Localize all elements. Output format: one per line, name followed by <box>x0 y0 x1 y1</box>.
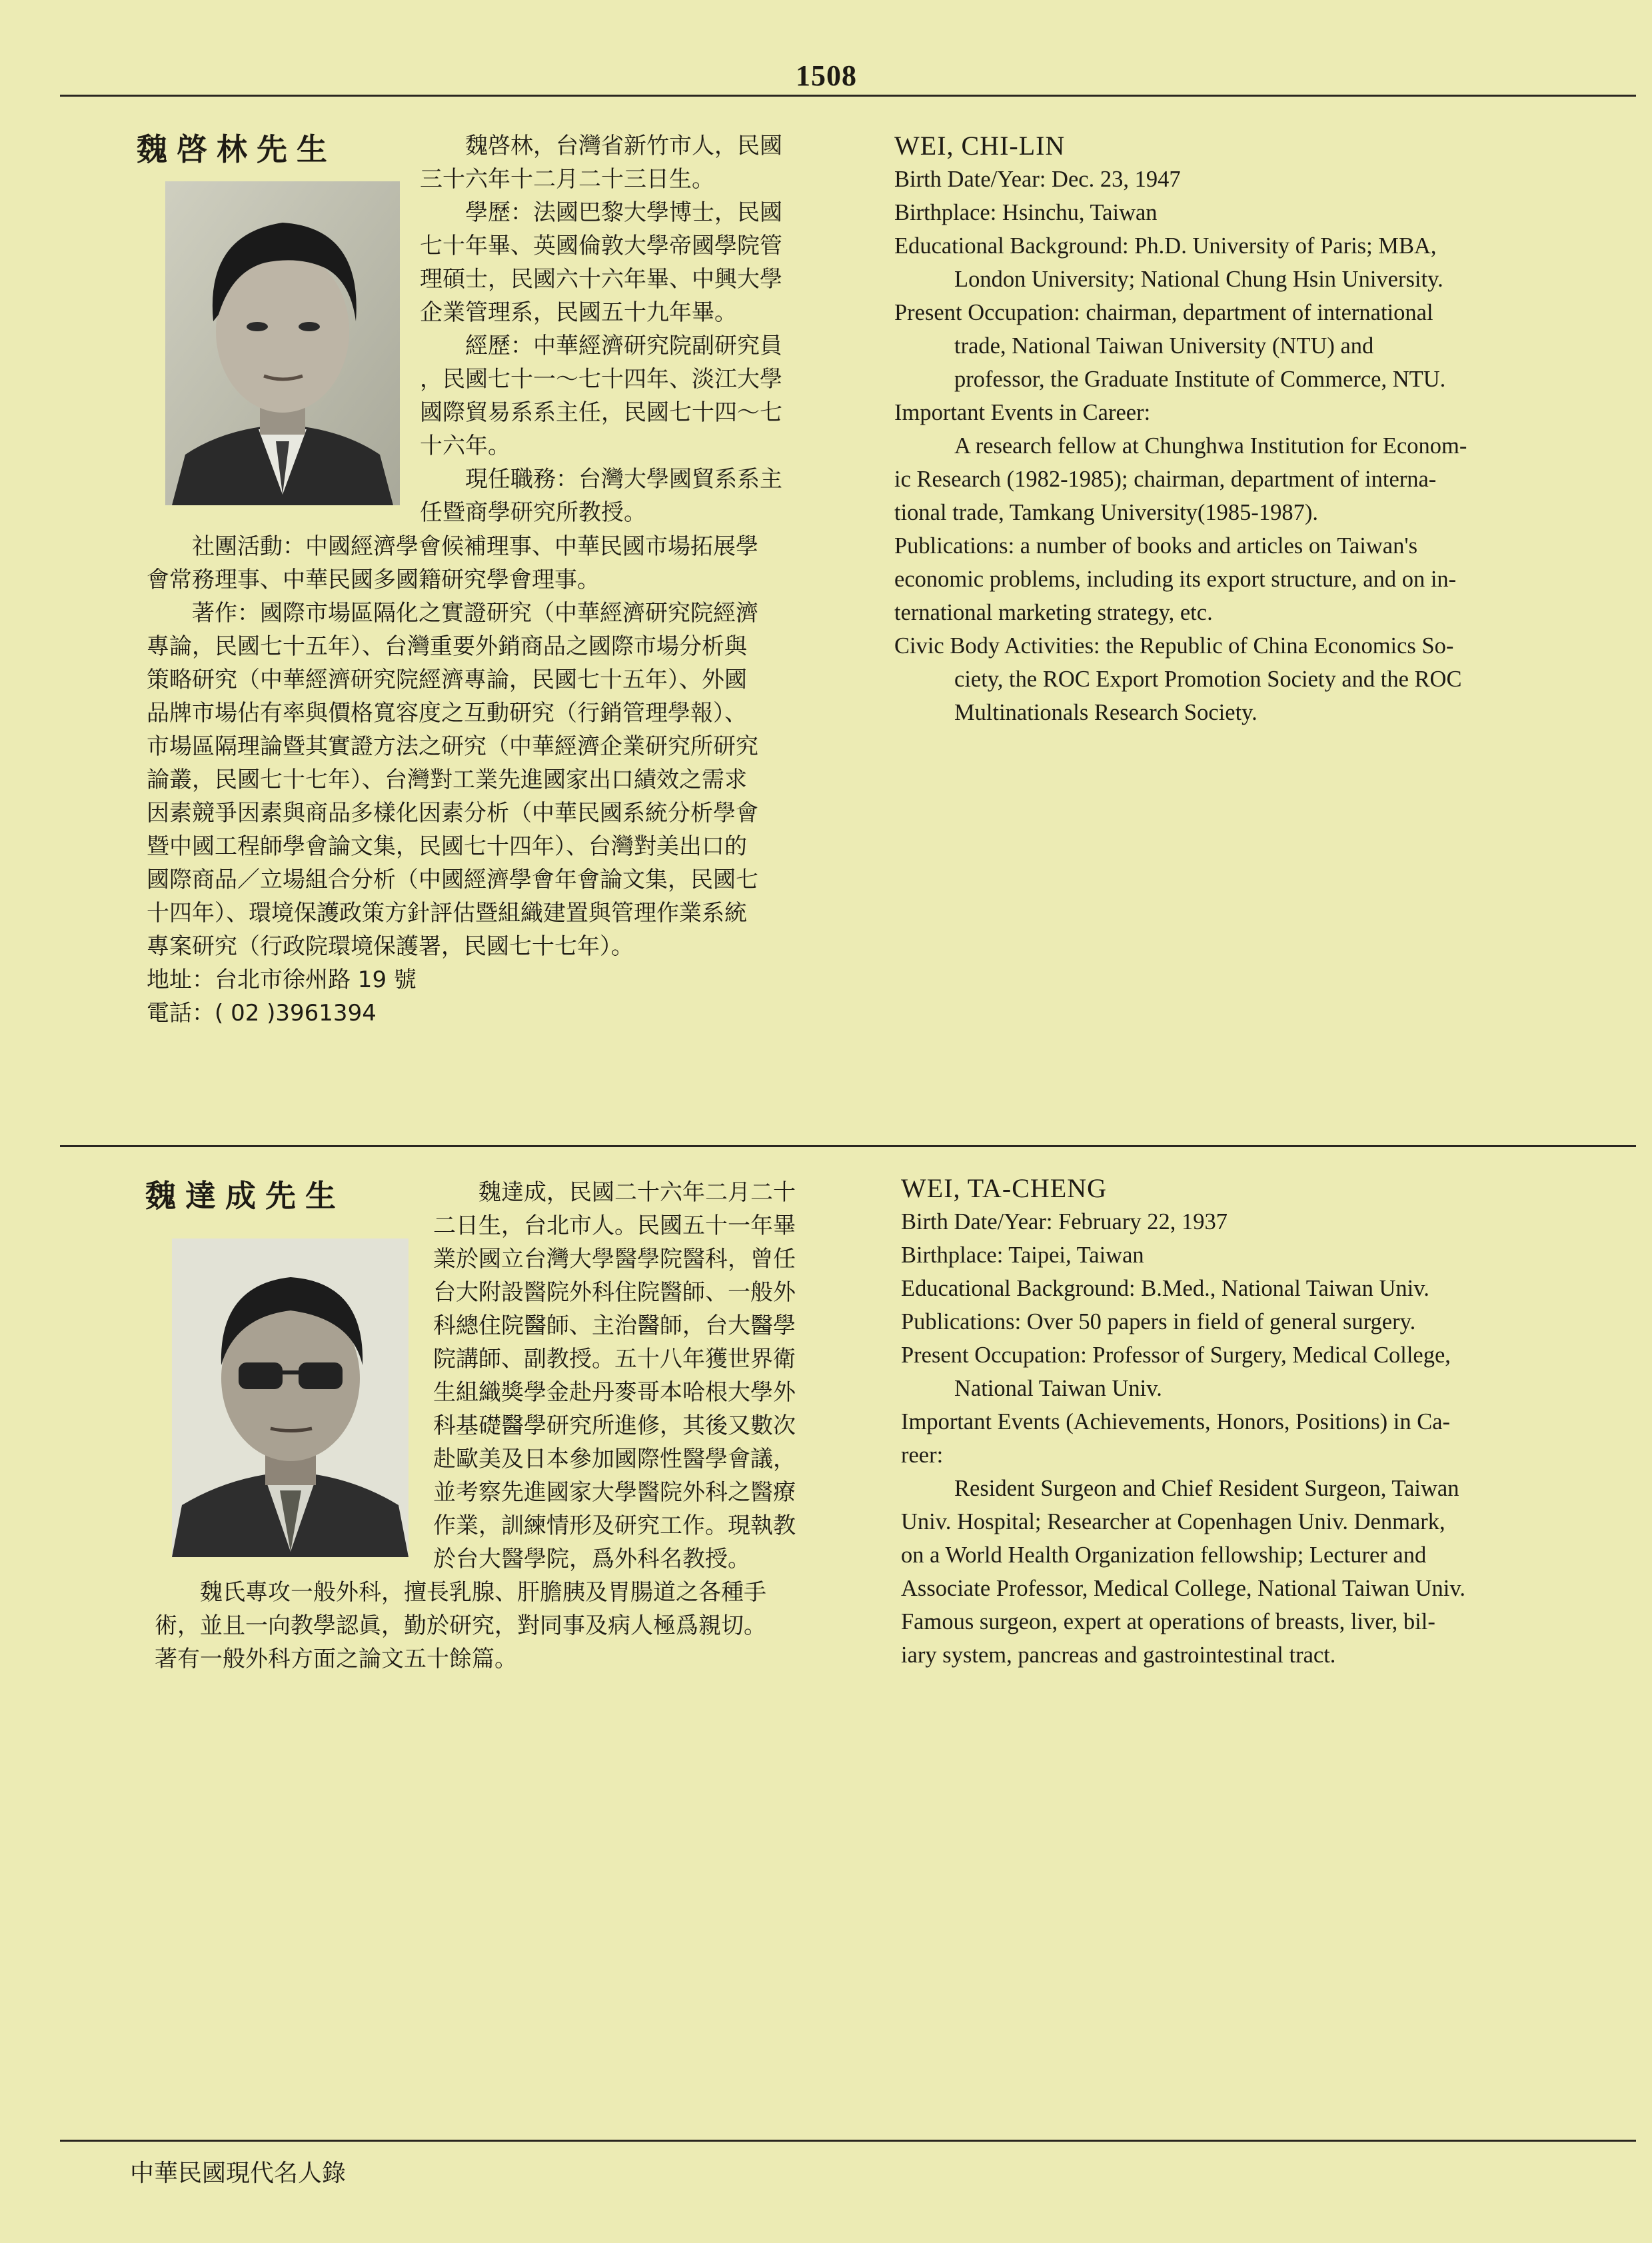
bio-line: Birthplace: Hsinchu, Taiwan <box>894 200 1158 225</box>
bio-line: 社團活動：中國經濟學會候補理事、中華民國市場拓展學 <box>147 533 758 560</box>
page-number: 1508 <box>796 59 857 92</box>
bio-line: ic Research (1982-1985); chairman, department of interna- <box>894 467 1437 492</box>
bio-line: ，民國七十一～七十四年、淡江大學 <box>420 366 782 393</box>
bio-line: trade, National Taiwan University (NTU) and <box>954 333 1374 359</box>
bio-line: 因素競爭因素與商品多樣化因素分析（中華民國系統分析學會 <box>147 800 758 827</box>
entry-1-chinese-bio-full <box>147 530 758 1030</box>
bio-line: Birthplace: Taipei, Taiwan <box>901 1242 1144 1268</box>
bio-line: tional trade, Tamkang University(1985-1987). <box>894 500 1319 525</box>
entry-2-english-name: WEI, TA-CHENG <box>901 1173 1107 1203</box>
bio-line: Educational Background: Ph.D. University of Paris; MBA, <box>894 233 1437 259</box>
bio-line: 魏啓林，台灣省新竹市人，民國 <box>420 133 782 159</box>
entry-2-portrait-photo <box>172 1238 409 1557</box>
bio-line: Birth Date/Year: Dec. 23, 1947 <box>894 167 1181 192</box>
bio-line: Publications: a number of books and articles on Taiwan's <box>894 533 1418 559</box>
bio-line: 專案研究（行政院環境保護署，民國七十七年）。 <box>147 933 634 960</box>
bio-line: 作業，訓練情形及研究工作。現執教 <box>433 1512 796 1539</box>
bio-line: Civic Body Activities: the Republic of China Economics So- <box>894 633 1454 659</box>
bio-line: 術，並且一向教學認眞，勤於研究，對同事及病人極爲親切。 <box>155 1612 766 1639</box>
bio-line: 著作：國際市場區隔化之實證研究（中華經濟研究院經濟 <box>147 600 758 627</box>
bio-line: 業於國立台灣大學醫學院醫科，曾任 <box>433 1246 796 1272</box>
bio-line: 專論，民國七十五年）、台灣重要外銷商品之國際市場分析與 <box>147 633 747 660</box>
entry-2-english-bio <box>901 1172 1465 1672</box>
bio-line: 並考察先進國家大學醫院外科之醫療 <box>433 1479 796 1506</box>
bio-line: 魏氏專攻一般外科，擅長乳腺、肝膽胰及胃腸道之各種手 <box>155 1579 766 1606</box>
bio-line: Important Events in Career: <box>894 400 1151 425</box>
bio-line: reer: <box>901 1442 944 1468</box>
bio-line: 十四年）、環境保護政策方針評估暨組織建置與管理作業系統 <box>147 900 747 927</box>
bio-line: Multinationals Research Society. <box>954 700 1257 725</box>
entry-2-chinese-bio-narrow <box>433 1176 796 1576</box>
bio-line: 學歷：法國巴黎大學博士，民國 <box>420 199 782 226</box>
bio-line: professor, the Graduate Institute of Commerce, NTU. <box>954 367 1446 392</box>
entry-2-chinese-name: 魏達成先生 <box>145 1178 345 1214</box>
bio-line: Publications: Over 50 papers in field of general surgery. <box>901 1309 1416 1334</box>
bio-line: 暨中國工程師學會論文集，民國七十四年）、台灣對美出口的 <box>147 833 747 860</box>
bio-line: iary system, pancreas and gastrointestinal tract. <box>901 1642 1336 1668</box>
entry-2-chinese-bio-full <box>155 1576 766 1676</box>
bio-line: ternational marketing strategy, etc. <box>894 600 1213 625</box>
bio-line: Birth Date/Year: February 22, 1937 <box>901 1209 1228 1234</box>
bio-line: 國際商品／立場組合分析（中國經濟學會年會論文集，民國七 <box>147 867 758 893</box>
bio-line: 三十六年十二月二十三日生。 <box>420 166 714 193</box>
bio-line: London University; National Chung Hsin University. <box>954 267 1443 292</box>
bio-line: 現任職務：台灣大學國貿系系主 <box>420 466 782 493</box>
bio-line: 經歷：中華經濟研究院副研究員 <box>420 333 782 359</box>
running-footer: 中華民國現代名人錄 <box>130 2160 347 2187</box>
entry-1-chinese-bio-narrow <box>420 129 782 529</box>
bio-line: 魏達成，民國二十六年二月二十 <box>433 1179 796 1206</box>
bio-line: 二日生，台北市人。民國五十一年畢 <box>433 1212 796 1239</box>
bio-line: 科總住院醫師、主治醫師，台大醫學 <box>433 1312 796 1339</box>
bio-line: Associate Professor, Medical College, National Taiwan Univ. <box>901 1576 1466 1601</box>
bio-line: 會常務理事、中華民國多國籍研究學會理事。 <box>147 567 600 593</box>
entry-1-english-bio <box>894 129 1467 729</box>
bottom-rule <box>60 2140 1636 2142</box>
bio-line: 赴歐美及日本參加國際性醫學會議， <box>433 1446 796 1472</box>
bio-line: 國際貿易系系主任，民國七十四～七 <box>420 399 782 426</box>
bio-line: Important Events (Achievements, Honors, Positions) in Ca- <box>901 1409 1451 1434</box>
bio-line: 七十年畢、英國倫敦大學帝國學院管 <box>420 233 782 259</box>
phone-line: 電話：( 02 )3961394 <box>147 1000 377 1027</box>
bio-line: 台大附設醫院外科住院醫師、一般外 <box>433 1279 796 1306</box>
portrait-1-graphic <box>165 181 400 505</box>
bio-line: economic problems, including its export structure, and on in- <box>894 567 1457 592</box>
bio-line: on a World Health Organization fellowship; Lecturer and <box>901 1542 1427 1568</box>
bio-line: 於台大醫學院，爲外科名教授。 <box>433 1546 750 1572</box>
bio-line: 策略研究（中華經濟研究院經濟專論，民國七十五年）、外國 <box>147 667 747 693</box>
bio-line: 論叢，民國七十七年）、台灣對工業先進國家出口績效之需求 <box>147 767 747 793</box>
bio-line: 理碩士，民國六十六年畢、中興大學 <box>420 266 782 293</box>
bio-line: 任暨商學研究所教授。 <box>420 499 646 526</box>
bio-line: Famous surgeon, expert at operations of breasts, liver, bil- <box>901 1609 1435 1634</box>
bio-line: Present Occupation: chairman, department of international <box>894 300 1433 325</box>
bio-line: 市場區隔理論暨其實證方法之研究（中華經濟企業研究所研究 <box>147 733 758 760</box>
bio-line: 十六年。 <box>420 433 510 459</box>
middle-rule <box>60 1145 1636 1147</box>
bio-line: 品牌市場佔有率與價格寬容度之互動研究（行銷管理學報）、 <box>147 700 747 727</box>
bio-line: Resident Surgeon and Chief Resident Surgeon, Taiwan <box>954 1476 1459 1501</box>
top-rule <box>60 95 1636 97</box>
bio-line: ciety, the ROC Export Promotion Society and the ROC <box>954 667 1462 692</box>
bio-line: Present Occupation: Professor of Surgery, Medical College, <box>901 1342 1451 1368</box>
entry-1-chinese-name: 魏啓林先生 <box>137 131 337 167</box>
address-line: 地址：台北市徐州路 19 號 <box>147 967 416 993</box>
portrait-2-graphic <box>172 1238 409 1557</box>
bio-line: Educational Background: B.Med., National Taiwan Univ. <box>901 1276 1429 1301</box>
bio-line: National Taiwan Univ. <box>954 1376 1162 1401</box>
bio-line: 生組織獎學金赴丹麥哥本哈根大學外 <box>433 1379 796 1406</box>
bio-line: 著有一般外科方面之論文五十餘篇。 <box>155 1646 517 1672</box>
bio-line: 科基礎醫學研究所進修，其後又數次 <box>433 1412 796 1439</box>
bio-line: 院講師、副教授。五十八年獲世界衛 <box>433 1346 796 1372</box>
entry-1-english-name: WEI, CHI-LIN <box>894 131 1066 161</box>
bio-line: A research fellow at Chunghwa Institution for Econom- <box>954 433 1467 459</box>
bio-line: 企業管理系，民國五十九年畢。 <box>420 299 737 326</box>
bio-line: Univ. Hospital; Researcher at Copenhagen Univ. Denmark, <box>901 1509 1445 1534</box>
entry-1-portrait-photo <box>165 181 400 505</box>
